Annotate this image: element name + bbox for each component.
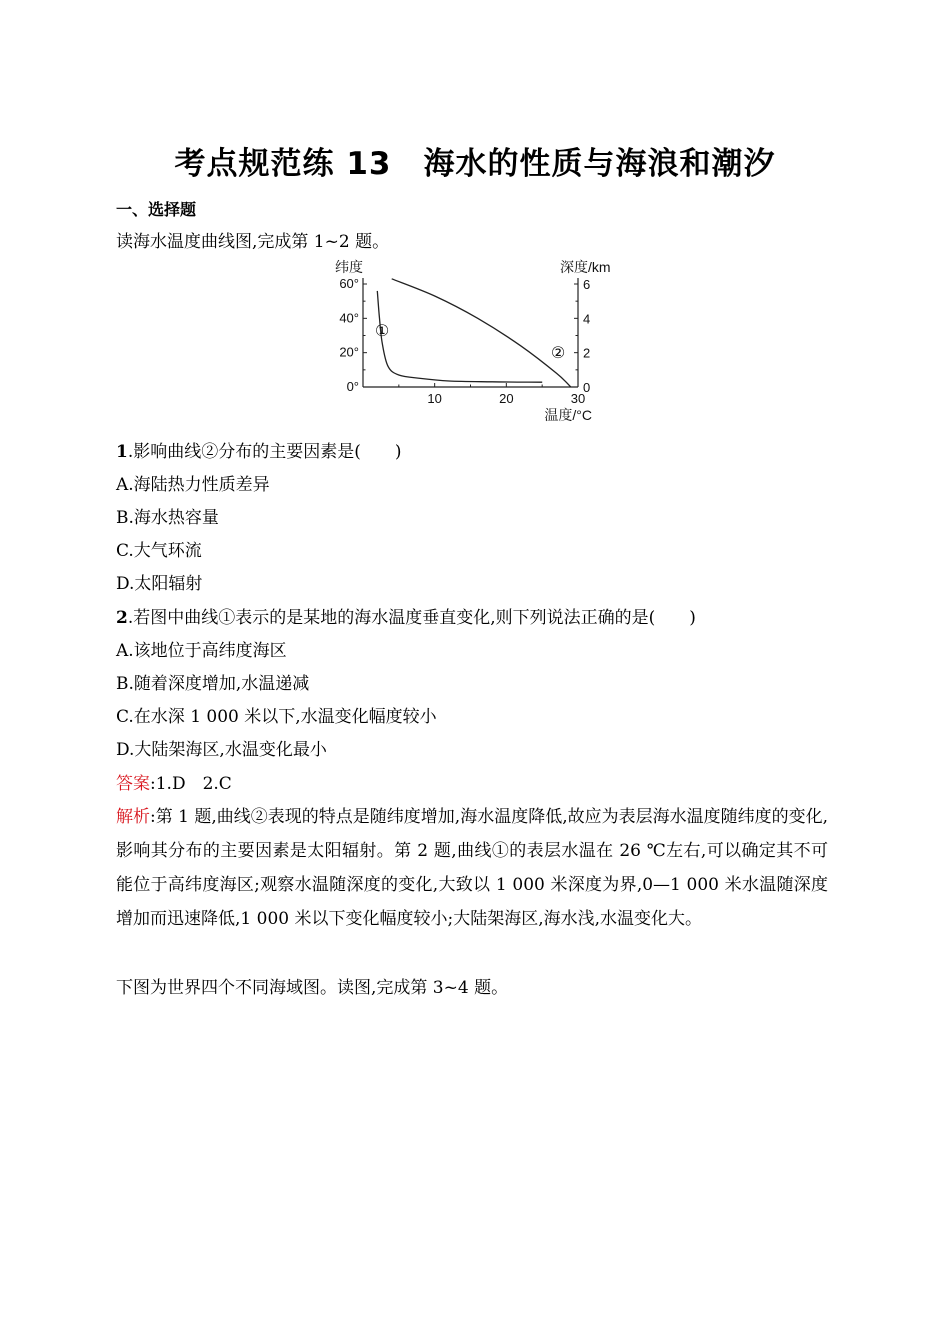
curve-2 <box>392 279 571 387</box>
curve-2-label: ② <box>550 345 566 362</box>
section-heading: 一、选择题 <box>116 200 197 219</box>
left-tick-label: 0° <box>346 379 359 394</box>
x-tick-label: 30 <box>570 391 586 406</box>
x-tick-label: 20 <box>499 391 514 406</box>
answer-line <box>116 774 232 794</box>
q1-option-a: A.海陆热力性质差异 <box>116 475 270 495</box>
q2-option-d: D.大陆架海区,水温变化最小 <box>116 740 327 760</box>
left-axis-label: 纬度 <box>335 259 363 275</box>
right-tick-label: 4 <box>583 311 591 327</box>
intro-q3-4: 下图为世界四个不同海域图。读图,完成第 3~4 题。 <box>116 978 509 998</box>
intro-q1-2: 读海水温度曲线图,完成第 1~2 题。 <box>116 232 390 252</box>
explanation-text: :第 1 题,曲线②表现的特点是随纬度增加,海水温度降低,故应为表层海水温度随纬度的变化,影响其分布的主要因素是太阳辐射。第 2 题,曲线①的表层水温在 26 ℃左右,可以确定其不可能位于高纬度海区;观察水温随深度的变化,大致以 1 000 米深度为界,0—1 000 米水温随深度增加而迅速降低,1 000 米以下变化幅度较小;大陆架海区,海水浅,水温变化大。 <box>116 807 829 929</box>
page-title: 考点规范练 13 海水的性质与海浪和潮汐 <box>174 146 776 182</box>
explanation <box>116 800 828 936</box>
curve-1 <box>374 291 542 382</box>
left-tick-label: 20° <box>339 344 359 360</box>
question-2-number: 2 <box>116 608 128 628</box>
answer-text: :1.D 2.C <box>150 774 232 794</box>
answer-label: 答案 <box>116 774 150 794</box>
right-tick-label: 2 <box>583 345 591 361</box>
curve-1-label: ① <box>374 323 390 340</box>
left-tick-label: 60° <box>339 276 359 291</box>
question-1-stem: .影响曲线②分布的主要因素是( ) <box>127 442 402 462</box>
question-1 <box>116 442 402 462</box>
q2-option-a: A.该地位于高纬度海区 <box>116 641 287 661</box>
right-tick-label: 6 <box>583 277 591 292</box>
sea-temperature-chart <box>320 250 630 430</box>
q1-option-d: D.太阳辐射 <box>116 574 203 594</box>
explanation-label: 解析 <box>116 807 151 827</box>
q1-option-c: C.大气环流 <box>116 541 202 561</box>
x-axis-label: 温度/°C <box>544 407 592 423</box>
right-axis-label: 深度/km <box>560 259 611 275</box>
q1-option-b: B.海水热容量 <box>116 508 219 528</box>
q2-option-c: C.在水深 1 000 米以下,水温变化幅度较小 <box>116 707 437 727</box>
question-1-number: 1 <box>116 442 128 462</box>
x-tick-label: 10 <box>427 391 442 406</box>
question-2-stem: .若图中曲线①表示的是某地的海水温度垂直变化,则下列说法正确的是( ) <box>127 608 696 628</box>
q2-option-b: B.随着深度增加,水温递减 <box>116 674 310 694</box>
right-tick-label: 0 <box>583 380 591 395</box>
question-2 <box>116 608 696 628</box>
left-tick-label: 40° <box>339 310 359 326</box>
